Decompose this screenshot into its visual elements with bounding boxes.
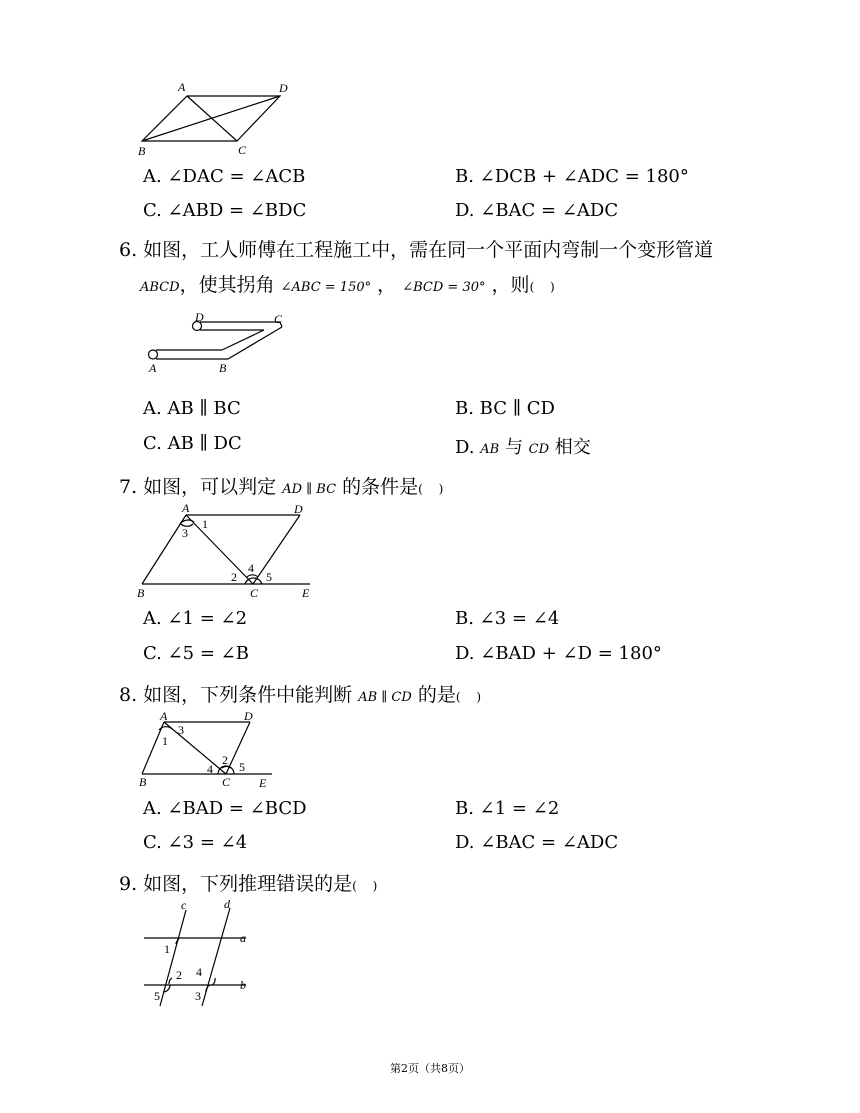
q6-stem-sep: ，: [377, 274, 397, 296]
q8-label-C: C: [222, 775, 231, 789]
q6-stem-mid1: ，使其拐角: [179, 274, 275, 296]
q9-label-d: d: [224, 897, 230, 911]
q5-label-A: A: [178, 80, 186, 94]
q5-option-d[interactable]: D. ∠BAC = ∠ADC: [455, 200, 619, 221]
q8-angle-3: 3: [178, 723, 184, 737]
q7-option-c[interactable]: C. ∠5 = ∠B: [143, 643, 249, 664]
q6-option-c-text: C. AB ∥ DC: [143, 433, 242, 454]
q8-option-d[interactable]: D. ∠BAC = ∠ADC: [455, 832, 619, 853]
q5-option-b[interactable]: B. ∠DCB + ∠ADC = 180°: [455, 166, 689, 187]
q6-option-d[interactable]: [455, 433, 591, 459]
q7-stem-text: 7. 如图，可以判定: [119, 476, 277, 498]
q6-option-c[interactable]: [143, 433, 242, 454]
q8-condition: AB ∥ CD: [358, 690, 412, 705]
q6-pipe-name: ABCD: [140, 280, 180, 295]
q6-option-a-text: A. AB ∥ BC: [143, 398, 241, 419]
q7-angle-2: 2: [231, 570, 237, 584]
q8-label-D: D: [244, 709, 253, 723]
q9-stem: [119, 869, 377, 896]
q5-label-D: D: [279, 81, 288, 95]
q5-label-B: B: [138, 144, 146, 158]
page-footer: 第2页（共8页）: [390, 1062, 470, 1075]
q8-label-A: A: [160, 709, 168, 723]
q6-label-C: C: [274, 312, 283, 326]
q7-label-D: D: [294, 502, 303, 516]
q6-option-a[interactable]: [143, 398, 241, 419]
q6-stem-mid2: ，则: [491, 274, 530, 296]
q5-figure: [130, 78, 300, 160]
q9-angle-3: 3: [195, 989, 201, 1003]
q7-label-C: C: [250, 586, 259, 600]
q5-label-C: C: [238, 143, 247, 157]
q8-label-B: B: [139, 775, 147, 789]
q7-stem-suffix: 的条件是: [342, 476, 419, 498]
q6-option-d-prefix: D.: [455, 437, 475, 458]
q8-angle-5: 5: [239, 760, 245, 774]
q7-answer-paren: ( ): [418, 482, 444, 496]
q9-figure: [132, 896, 262, 1014]
q9-label-a: a: [240, 931, 246, 945]
q9-angle-5: 5: [154, 989, 160, 1003]
q8-angle-4: 4: [207, 762, 213, 776]
q9-angle-4: 4: [196, 965, 202, 979]
q9-angle-2: 2: [176, 968, 182, 982]
q8-figure: [132, 706, 282, 792]
q8-angle-1: 1: [162, 734, 168, 748]
q7-option-d[interactable]: D. ∠BAD + ∠D = 180°: [455, 643, 662, 664]
q6-label-B: B: [219, 361, 227, 375]
q6-option-d-suffix: 相交: [554, 437, 591, 458]
q8-option-a[interactable]: A. ∠BAD = ∠BCD: [143, 798, 307, 819]
q7-angle-4: 4: [248, 561, 254, 575]
q6-label-D: D: [195, 310, 204, 324]
q6-answer-paren: ( ): [529, 280, 555, 294]
q7-figure: [132, 500, 322, 602]
q7-label-B: B: [137, 586, 145, 600]
q6-stem-line2: [140, 270, 555, 297]
q9-label-b: b: [240, 978, 246, 992]
q6-angle-bcd: ∠BCD = 30°: [402, 280, 486, 295]
q6-angle-abc: ∠ABC = 150°: [280, 280, 372, 295]
q7-condition: AD ∥ BC: [282, 482, 337, 497]
q6-option-b[interactable]: [455, 398, 555, 419]
q5-option-c[interactable]: C. ∠ABD = ∠BDC: [143, 200, 307, 221]
q7-angle-3: 3: [182, 526, 188, 540]
q6-figure: [140, 310, 300, 376]
q8-stem-suffix: 的是: [417, 684, 456, 706]
q8-answer-paren: ( ): [455, 690, 482, 704]
q6-option-d-with: 与: [504, 437, 523, 458]
q6-stem-line1: 6. 如图，工人师傅在工程施工中，需在同一个平面内弯制一个变形管道: [119, 239, 714, 261]
q7-option-a[interactable]: A. ∠1 = ∠2: [143, 608, 248, 629]
q9-angle-1: 1: [164, 942, 170, 956]
q8-angle-2: 2: [222, 753, 228, 767]
q8-stem-text: 8. 如图，下列条件中能判断: [119, 684, 353, 706]
q6-option-b-text: B. BC ∥ CD: [455, 398, 555, 419]
q6-option-d-ab: AB: [480, 442, 500, 457]
q7-label-A: A: [182, 501, 190, 515]
q7-angle-5: 5: [266, 570, 272, 584]
q5-option-a[interactable]: A. ∠DAC = ∠ACB: [143, 166, 306, 187]
q7-stem: [119, 472, 443, 499]
q8-option-b[interactable]: B. ∠1 = ∠2: [455, 798, 560, 819]
q7-angle-1: 1: [202, 517, 208, 531]
q9-label-c: c: [181, 898, 187, 912]
q8-option-c[interactable]: C. ∠3 = ∠4: [143, 832, 248, 853]
q9-stem-text: 9. 如图，下列推理错误的是: [119, 873, 353, 895]
q8-stem: [119, 680, 481, 707]
q7-option-b[interactable]: B. ∠3 = ∠4: [455, 608, 560, 629]
q9-answer-paren: ( ): [352, 879, 378, 893]
q6-option-d-cd: CD: [528, 442, 550, 457]
q7-label-E: E: [302, 586, 310, 600]
q6-label-A: A: [149, 361, 157, 375]
q8-label-E: E: [259, 776, 267, 790]
